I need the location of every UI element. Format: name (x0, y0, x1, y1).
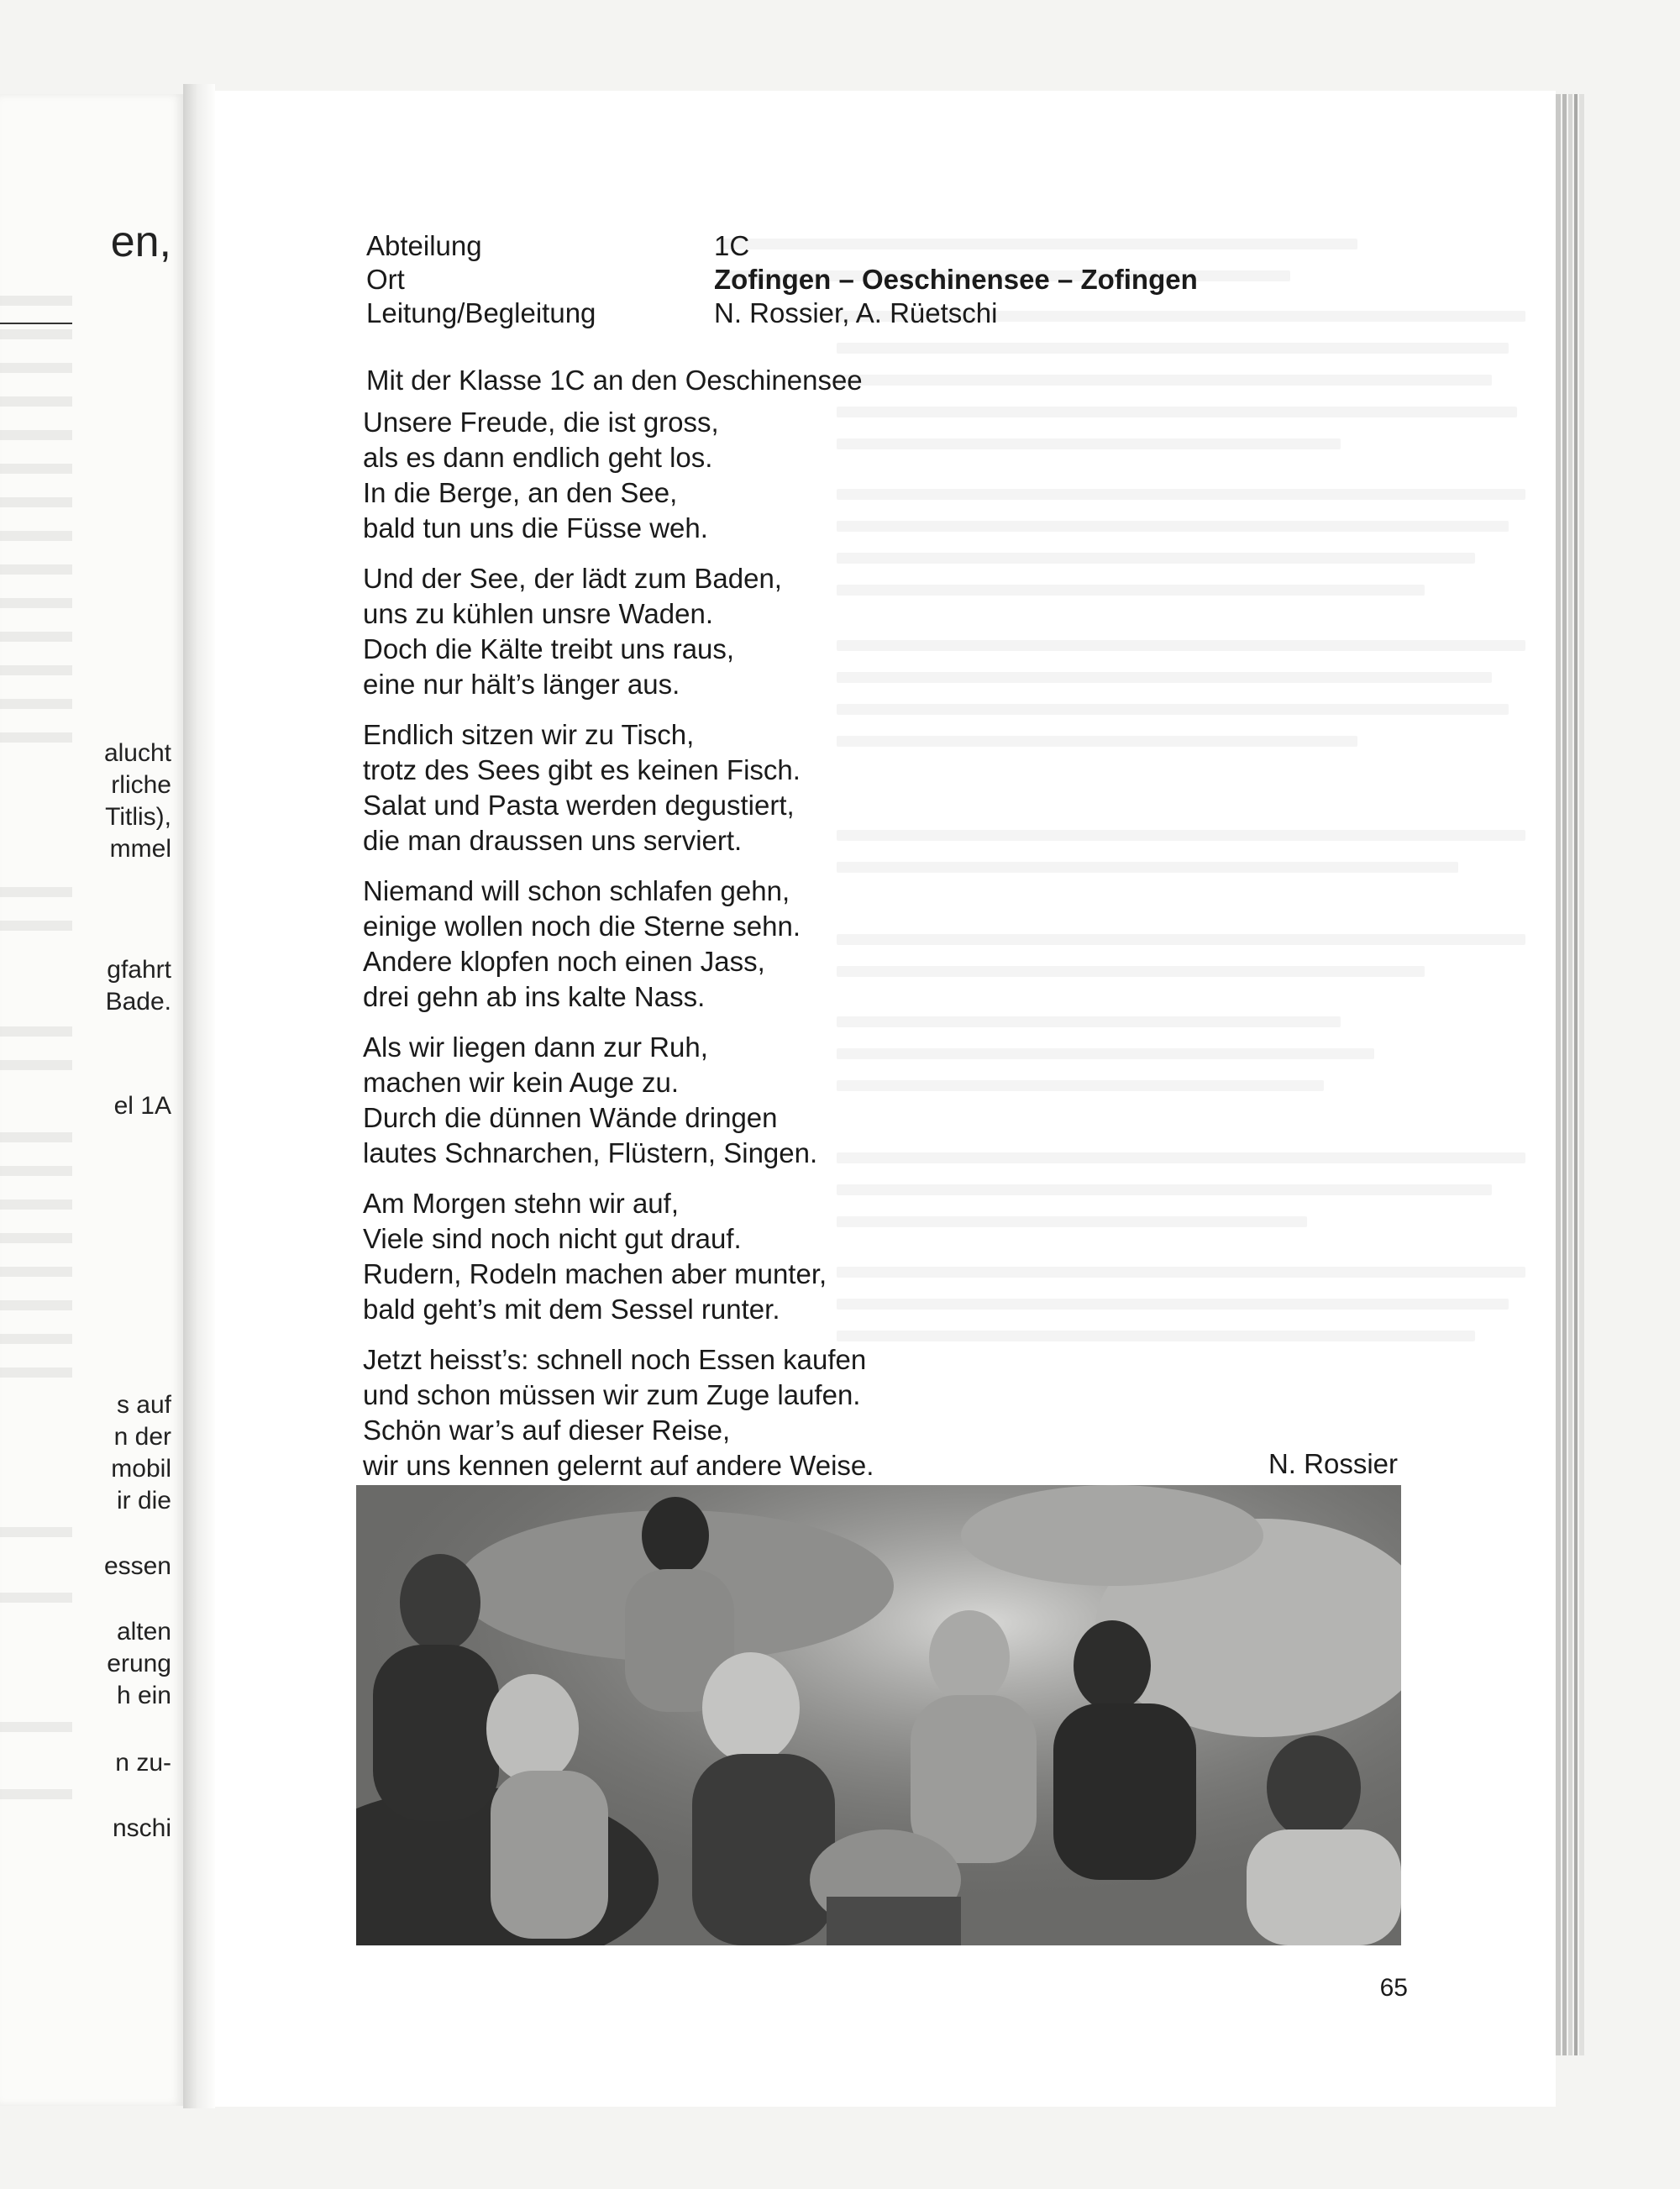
previous-page-line: s auf (116, 1391, 171, 1419)
previous-page-line: Bade. (105, 988, 171, 1016)
poem-line: trotz des Sees gibt es keinen Fisch. (363, 754, 801, 785)
poem-line: Endlich sitzen wir zu Tisch, (363, 719, 695, 750)
page-edge (1579, 94, 1584, 2055)
poem-line: Andere klopfen noch einen Jass, (363, 946, 765, 977)
poem-line: Doch die Kälte treibt uns raus, (363, 633, 735, 664)
previous-page-line: n zu- (115, 1749, 171, 1777)
previous-page-line: alten (116, 1618, 171, 1646)
previous-page-line: alucht (103, 739, 171, 767)
page-number: 65 (1379, 1974, 1408, 2002)
previous-page-line: ir die (116, 1487, 171, 1514)
poem-author: N. Rossier (1268, 1448, 1398, 1479)
poem-stanza (363, 1030, 951, 1171)
book-gutter (183, 84, 215, 2108)
poem-line: Schön war’s auf dieser Reise, (363, 1415, 731, 1446)
previous-page-line: erung (107, 1650, 171, 1677)
meta-value-ort: Zofingen – Oeschinensee – Zofingen (714, 264, 1198, 295)
page-edge (1568, 94, 1572, 2055)
poem-line: als es dann endlich geht los. (363, 442, 713, 473)
previous-page-line: mobil (111, 1455, 171, 1483)
poem-line: bald tun uns die Füsse weh. (363, 512, 708, 543)
poem-line: einige wollen noch die Sterne sehn. (363, 911, 801, 942)
poem-stanza (363, 405, 951, 546)
previous-page-line: el 1A (113, 1092, 171, 1120)
poem-line: lautes Schnarchen, Flüstern, Singen. (363, 1137, 818, 1168)
previous-page-rule (0, 323, 72, 324)
meta-label-abteilung: Abteilung (366, 230, 482, 261)
poem-stanza (363, 717, 951, 858)
poem-line: Niemand will schon schlafen gehn, (363, 875, 790, 906)
group-photo (356, 1485, 1401, 1945)
page-edge (1562, 94, 1567, 2055)
poem-line: eine nur hält’s länger aus. (363, 669, 680, 700)
previous-page-line: rliche (111, 771, 171, 799)
meta-label-ort: Ort (366, 264, 405, 295)
poem-line: Jetzt heisst’s: schnell noch Essen kaufen (363, 1344, 867, 1375)
previous-page-line: h ein (116, 1682, 171, 1709)
poem-line: Und der See, der lädt zum Baden, (363, 563, 782, 594)
previous-page-heading: en, (110, 218, 171, 266)
poem-stanza (363, 1342, 951, 1483)
previous-page-line: essen (103, 1552, 171, 1580)
poem-line: Rudern, Rodeln machen aber munter, (363, 1258, 827, 1289)
page-edge (1556, 94, 1561, 2055)
previous-page-line: n der (113, 1423, 171, 1451)
poem-line: wir uns kennen gelernt auf andere Weise. (363, 1450, 874, 1481)
previous-page-line: Titlis), (105, 803, 171, 831)
meta-value-abteilung: 1C (714, 230, 750, 261)
previous-page-line: nschi (112, 1814, 171, 1842)
previous-page-line: gfahrt (107, 956, 171, 984)
poem-line: Unsere Freude, die ist gross, (363, 407, 719, 438)
poem-line: Am Morgen stehn wir auf, (363, 1188, 679, 1219)
poem-line: uns zu kühlen unsre Waden. (363, 598, 714, 629)
poem-line: In die Berge, an den See, (363, 477, 678, 508)
poem-line: Durch die dünnen Wände dringen (363, 1102, 778, 1133)
poem-line: machen wir kein Auge zu. (363, 1067, 680, 1098)
meta-value-leitung: N. Rossier, A. Rüetschi (714, 297, 998, 328)
poem-line: und schon müssen wir zum Zuge laufen. (363, 1379, 861, 1410)
previous-page (0, 94, 183, 2106)
poem-stanza (363, 1186, 951, 1327)
group-photo-illustration (356, 1485, 1401, 1945)
poem-line: die man draussen uns serviert. (363, 825, 743, 856)
meta-label-leitung: Leitung/Begleitung (366, 297, 596, 328)
poem-line: bald geht’s mit dem Sessel runter. (363, 1294, 780, 1325)
previous-page-line: mmel (109, 835, 171, 863)
poem-line: Als wir liegen dann zur Ruh, (363, 1032, 708, 1063)
poem-stanza (363, 561, 951, 702)
poem-line: Viele sind noch nicht gut drauf. (363, 1223, 742, 1254)
poem-line: drei gehn ab ins kalte Nass. (363, 981, 706, 1012)
poem-title: Mit der Klasse 1C an den Oeschinensee (366, 365, 863, 396)
poem-stanza (363, 874, 951, 1015)
poem-line: Salat und Pasta werden degustiert, (363, 790, 795, 821)
page-edge (1574, 94, 1578, 2055)
poem (363, 405, 951, 1499)
